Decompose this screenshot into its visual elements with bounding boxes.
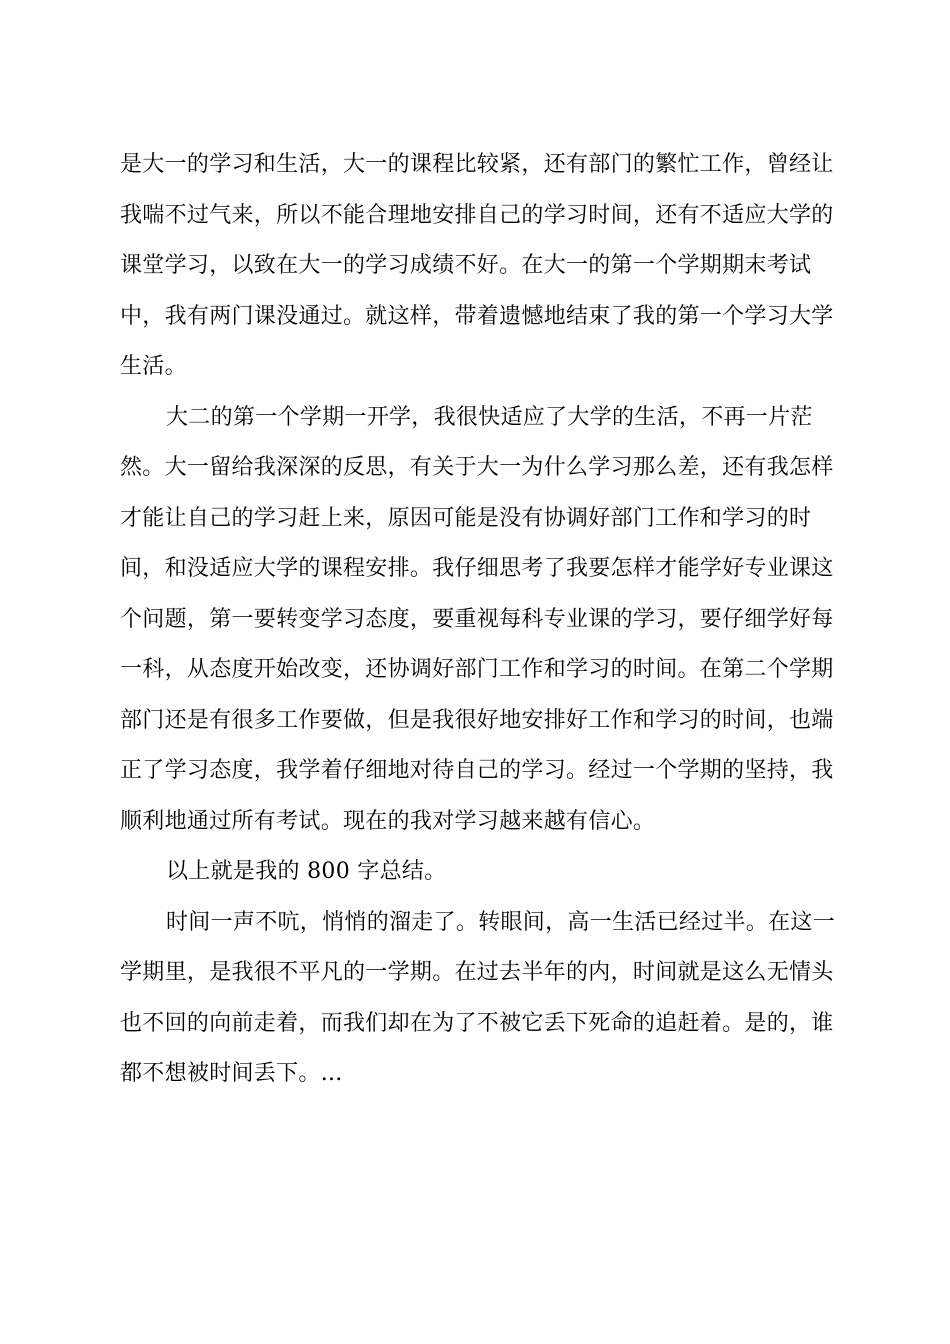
text-line: 是大一的学习和生活，大一的课程比较紧，还有部门的繁忙工作，曾经让 — [120, 152, 834, 177]
text-line: 时间一声不吭，悄悄的溜走了。转眼间，高一生活已经过半。在这一 — [166, 909, 836, 935]
document-body — [120, 140, 836, 1100]
text-line: 顺利地通过所有考试。现在的我对学习越来越有信心。 — [120, 808, 656, 834]
text-line: 间，和没适应大学的课程安排。我仔细思考了我要怎样才能学好专业课这 — [120, 556, 834, 581]
paragraph-4 — [120, 898, 836, 1100]
paragraph-2 — [120, 393, 832, 848]
paragraph-1 — [120, 140, 832, 393]
text-line: 部门还是有很多工作要做，但是我很好地安排好工作和学习的时间，也端 — [120, 707, 834, 733]
text-line: 正了学习态度，我学着仔细地对待自己的学习。经过一个学期的坚持，我 — [120, 758, 834, 783]
text-line: 中，我有两门课没通过。就这样，带着遗憾地结束了我的第一个学习大学 — [120, 303, 834, 329]
text-line: 我喘不过气来，所以不能合理地安排自己的学习时间，还有不适应大学的 — [120, 202, 834, 228]
text-line: 然。大一留给我深深的反思，有关于大一为什么学习那么差，还有我怎样 — [120, 455, 834, 480]
text-line: 个问题，第一要转变学习态度，要重视每科专业课的学习，要仔细学好每 — [120, 606, 834, 632]
paragraph-3 — [120, 847, 832, 898]
text-line: 一科，从态度开始改变，还协调好部门工作和学习的时间。在第二个学期 — [120, 657, 834, 682]
text-line: 才能让自己的学习赶上来，原因可能是没有协调好部门工作和学习的时 — [120, 505, 812, 531]
text-line: 课堂学习，以致在大一的学习成绩不好。在大一的第一个学期期末考试 — [120, 253, 812, 278]
text-line: 都不想被时间丢下。... — [120, 1061, 343, 1086]
text-line: 以上就是我的 800 字总结。 — [166, 859, 447, 884]
text-line: 学期里，是我很不平凡的一学期。在过去半年的内，时间就是这么无情头 — [120, 960, 834, 985]
text-line: 大二的第一个学期一开学，我很快适应了大学的生活，不再一片茫 — [166, 404, 813, 430]
text-line: 也不回的向前走着，而我们却在为了不被它丢下死命的追赶着。是的，谁 — [120, 1010, 834, 1036]
text-line: 生活。 — [120, 354, 187, 379]
